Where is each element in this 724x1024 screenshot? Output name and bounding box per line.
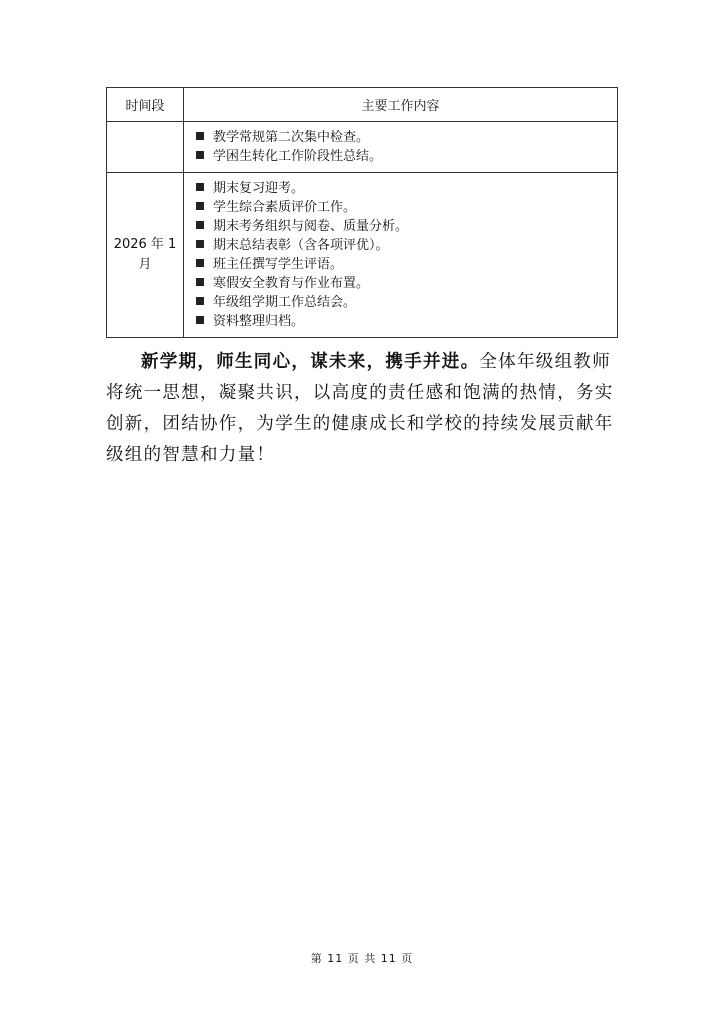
list-item: [196, 274, 609, 293]
square-bullet-icon: [196, 151, 204, 159]
header-time-period: 时间段: [107, 88, 184, 122]
time-cell: [107, 122, 184, 173]
table-header-row: [107, 88, 618, 122]
list-item: [196, 312, 609, 331]
square-bullet-icon: [196, 183, 204, 191]
list-item-text: 班主任撰写学生评语。: [213, 257, 344, 272]
table-row: [107, 173, 618, 338]
square-bullet-icon: [196, 240, 204, 248]
list-item: [196, 179, 609, 198]
page-footer: 第 11 页 共 11 页: [310, 952, 414, 965]
list-item-text: 教学常规第二次集中检查。: [213, 130, 370, 145]
list-item: [196, 147, 609, 166]
list-item: [196, 217, 609, 236]
time-cell: 2026 年 1 月: [107, 173, 184, 338]
list-item: [196, 236, 609, 255]
list-item-text: 期末复习迎考。: [213, 181, 305, 196]
header-main-work: 主要工作内容: [184, 88, 618, 122]
list-item: [196, 293, 609, 312]
square-bullet-icon: [196, 202, 204, 210]
list-item-text: 期末总结表彰（含各项评优）。: [213, 238, 389, 253]
list-item: [196, 128, 609, 147]
list-item-text: 学困生转化工作阶段性总结。: [213, 149, 383, 164]
list-item: [196, 198, 609, 217]
closing-bold-text: 新学期，师生同心，谋未来，携手并进。: [141, 352, 480, 372]
list-item-text: 期末考务组织与阅卷、质量分析。: [213, 219, 409, 234]
square-bullet-icon: [196, 221, 204, 229]
closing-body-text: 全体年级组教师将统一思想，凝聚共识，以高度的责任感和饱满的热情，务实创新，团结协作，为学生的健康成长和学校的持续发展贡献年级组的智慧和力量！: [106, 352, 614, 465]
list-item-text: 年级组学期工作总结会。: [213, 295, 357, 310]
closing-paragraph: [106, 347, 626, 471]
items-cell: [184, 173, 618, 338]
list-item-text: 寒假安全教育与作业布置。: [213, 276, 370, 291]
items-cell: [184, 122, 618, 173]
square-bullet-icon: [196, 278, 204, 286]
square-bullet-icon: [196, 259, 204, 267]
square-bullet-icon: [196, 316, 204, 324]
work-plan-table: [106, 87, 618, 338]
list-item-text: 资料整理归档。: [213, 314, 305, 329]
list-item-text: 学生综合素质评价工作。: [213, 200, 357, 215]
table-row: [107, 122, 618, 173]
square-bullet-icon: [196, 297, 204, 305]
square-bullet-icon: [196, 132, 204, 140]
list-item: [196, 255, 609, 274]
